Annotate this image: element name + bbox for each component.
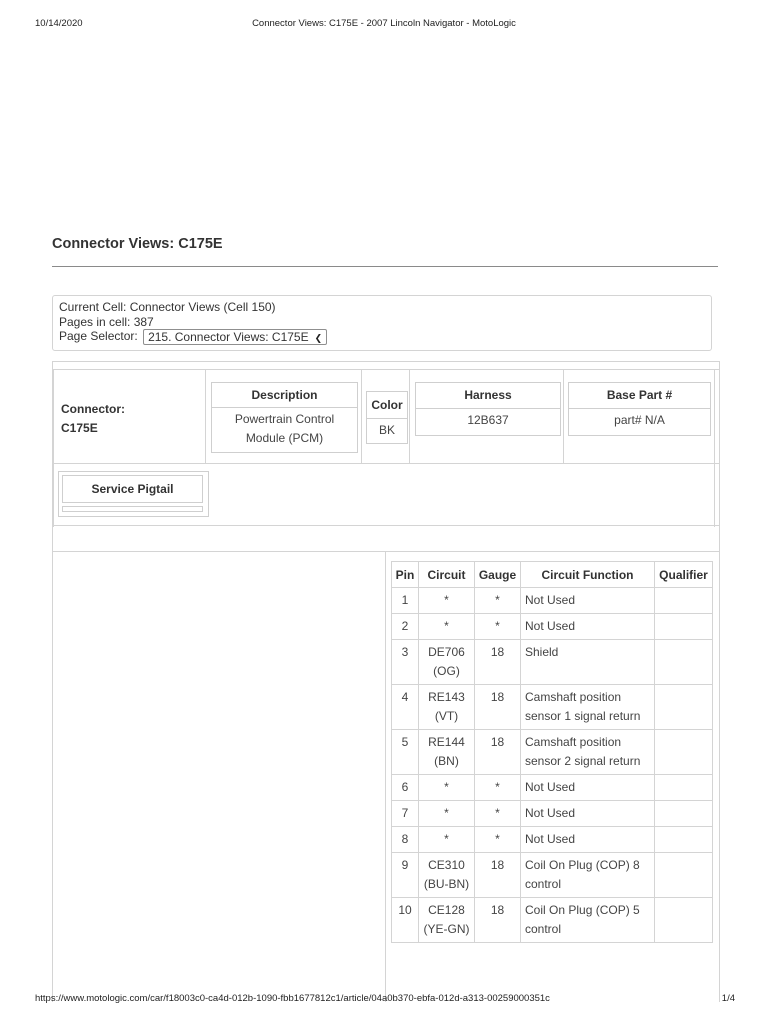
qualifier-cell (655, 730, 713, 775)
function-cell: Camshaft position sensor 1 signal return (521, 685, 655, 730)
circuit-cell: * (419, 588, 475, 614)
gauge-cell: * (475, 588, 521, 614)
service-pigtail-header: Service Pigtail (91, 482, 174, 496)
page-selector-row (59, 329, 711, 345)
pin-cell: 10 (392, 898, 419, 943)
function-cell: Coil On Plug (COP) 8 control (521, 853, 655, 898)
cell-info-panel (52, 295, 712, 351)
page-selector-label: Page Selector: (59, 329, 138, 343)
circuit-cell: * (419, 614, 475, 640)
pin-cell: 8 (392, 827, 419, 853)
connector-content (52, 361, 720, 1002)
table-row (392, 588, 713, 614)
divider (563, 369, 564, 463)
harness-table (415, 382, 561, 436)
circuit-cell: * (419, 801, 475, 827)
divider (361, 369, 362, 463)
qualifier-cell (655, 853, 713, 898)
chevron-down-icon: ❮ (314, 333, 323, 343)
function-cell: Not Used (521, 801, 655, 827)
qualifier-cell (655, 801, 713, 827)
gauge-cell: 18 (475, 730, 521, 775)
gauge-cell: 18 (475, 853, 521, 898)
pin-table (391, 561, 713, 943)
harness-value: 12B637 (467, 413, 509, 427)
service-pigtail-header-cell (62, 475, 203, 503)
function-cell: Camshaft position sensor 2 signal return (521, 730, 655, 775)
table-row (392, 730, 713, 775)
table-row (392, 853, 713, 898)
divider (53, 463, 719, 464)
page-selector-dropdown[interactable] (143, 329, 327, 345)
divider (53, 369, 719, 370)
gauge-cell: * (475, 827, 521, 853)
base-part-header: Base Part # (569, 383, 710, 409)
connector-name: C175E (61, 421, 98, 435)
connector-label-text: Connector: (61, 402, 125, 416)
description-header: Description (212, 383, 357, 408)
qualifier-cell (655, 640, 713, 685)
table-row (392, 640, 713, 685)
qualifier-cell (655, 614, 713, 640)
gauge-cell: 18 (475, 685, 521, 730)
function-cell: Coil On Plug (COP) 5 control (521, 898, 655, 943)
pin-cell: 2 (392, 614, 419, 640)
page-selector-value: 215. Connector Views: C175E (148, 330, 309, 344)
divider (53, 551, 719, 552)
heading-divider (52, 266, 718, 267)
circuit-cell: * (419, 827, 475, 853)
circuit-cell: RE144 (BN) (419, 730, 475, 775)
pin-cell: 5 (392, 730, 419, 775)
column-header-pin: Pin (392, 562, 419, 588)
divider (385, 551, 386, 1002)
function-cell: Not Used (521, 775, 655, 801)
column-header-gauge: Gauge (475, 562, 521, 588)
gauge-cell: * (475, 801, 521, 827)
divider (53, 369, 54, 527)
column-header-qualifier: Qualifier (655, 562, 713, 588)
pages-in-cell-text: Pages in cell: 387 (59, 314, 154, 329)
circuit-cell: RE143 (VT) (419, 685, 475, 730)
current-cell-text: Current Cell: Connector Views (Cell 150) (59, 300, 276, 314)
service-pigtail-value-cell (62, 506, 203, 512)
description-table (211, 382, 358, 453)
pin-cell: 9 (392, 853, 419, 898)
color-value: BK (378, 423, 395, 437)
pin-table-header-row (392, 562, 713, 588)
page-url: https://www.motologic.com/car/f18003c0-ca4d-012b-1090-fbb1677812c1/article/04a0b370-ebfa-012d-a313-00259000351c (35, 993, 550, 1004)
qualifier-cell (655, 685, 713, 730)
qualifier-cell (655, 588, 713, 614)
circuit-cell: * (419, 775, 475, 801)
gauge-cell: 18 (475, 640, 521, 685)
qualifier-cell (655, 827, 713, 853)
pin-cell: 6 (392, 775, 419, 801)
divider (53, 525, 719, 526)
gauge-cell: * (475, 614, 521, 640)
table-row (392, 775, 713, 801)
page-count: 1/4 (721, 993, 735, 1004)
function-cell: Not Used (521, 614, 655, 640)
circuit-cell: DE706 (OG) (419, 640, 475, 685)
table-row (392, 685, 713, 730)
page-title: Connector Views: C175E (52, 236, 223, 252)
divider (409, 369, 410, 463)
gauge-cell: * (475, 775, 521, 801)
gauge-cell: 18 (475, 898, 521, 943)
print-title: Connector Views: C175E - 2007 Lincoln Navigator - MotoLogic (252, 18, 516, 29)
divider (205, 369, 206, 463)
print-header (0, 18, 768, 32)
service-pigtail-table (58, 471, 209, 517)
connector-label (61, 400, 125, 438)
table-row (392, 827, 713, 853)
column-header-circuit-function: Circuit Function (521, 562, 655, 588)
qualifier-cell (655, 775, 713, 801)
color-header: Color (367, 392, 407, 419)
harness-header: Harness (416, 383, 560, 409)
base-part-value: part# N/A (614, 413, 665, 427)
function-cell: Shield (521, 640, 655, 685)
pin-cell: 7 (392, 801, 419, 827)
column-header-circuit: Circuit (419, 562, 475, 588)
function-cell: Not Used (521, 827, 655, 853)
table-row (392, 614, 713, 640)
description-value: Powertrain Control Module (PCM) (234, 412, 335, 445)
table-row (392, 801, 713, 827)
table-row (392, 898, 713, 943)
pin-cell: 1 (392, 588, 419, 614)
base-part-table (568, 382, 711, 436)
print-footer (0, 993, 768, 1007)
print-date: 10/14/2020 (35, 18, 83, 29)
pin-cell: 4 (392, 685, 419, 730)
pin-cell: 3 (392, 640, 419, 685)
color-table (366, 391, 408, 444)
function-cell: Not Used (521, 588, 655, 614)
qualifier-cell (655, 898, 713, 943)
circuit-cell: CE128 (YE-GN) (419, 898, 475, 943)
divider (714, 369, 715, 527)
circuit-cell: CE310 (BU-BN) (419, 853, 475, 898)
